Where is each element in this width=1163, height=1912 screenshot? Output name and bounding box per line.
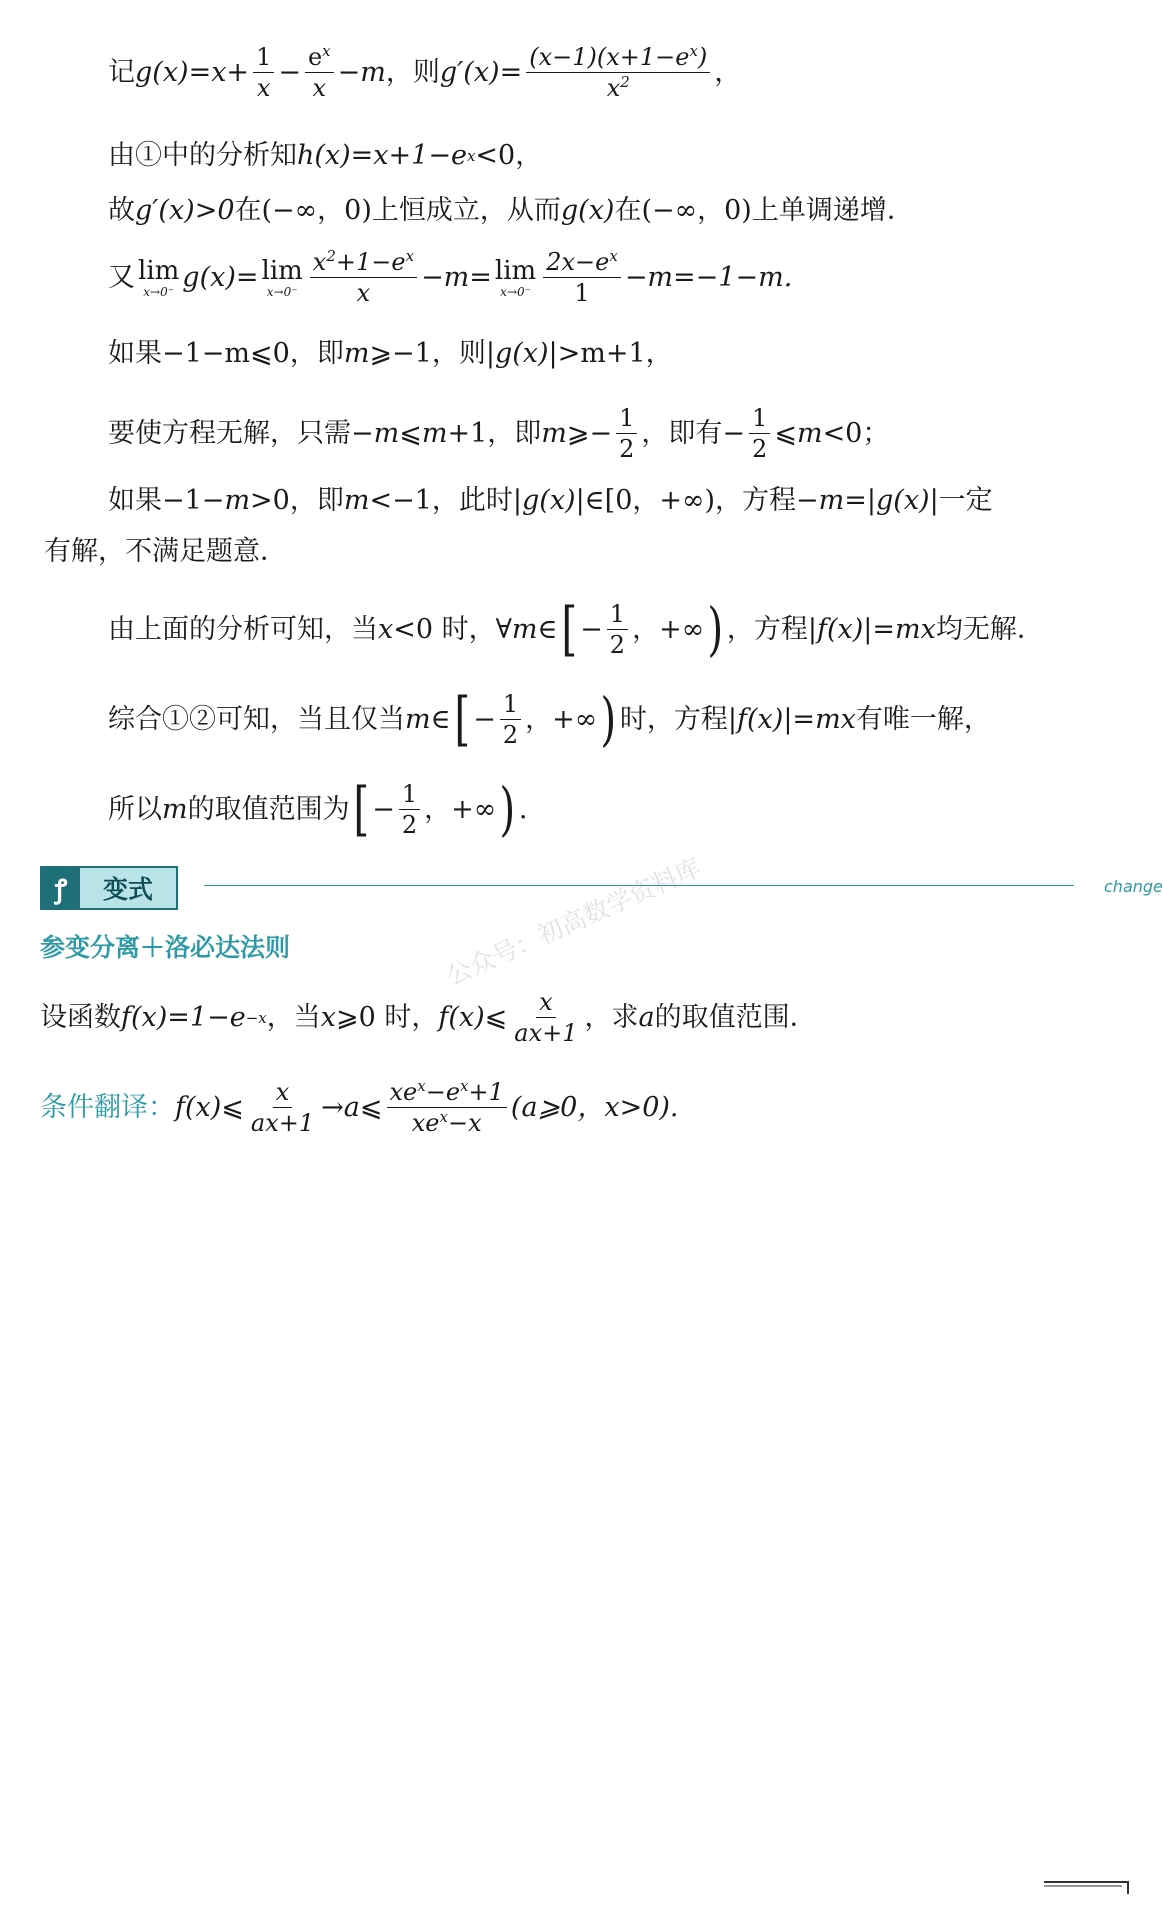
denominator: ax+1: [250, 1109, 315, 1137]
solution-line-3: [108, 197, 914, 224]
variable: x: [320, 1002, 336, 1033]
solution-line-11: [108, 775, 528, 843]
limit-word: lim: [261, 255, 303, 286]
text: 均无解．: [935, 613, 1044, 645]
formula: g′(x)=: [439, 57, 523, 88]
text: 要使方程无解，只需−: [108, 418, 374, 449]
watermark: 公众号：初高数学资料库: [442, 852, 706, 992]
fraction: [616, 406, 637, 461]
right-paren: ): [707, 595, 724, 663]
exponent: 2: [620, 73, 630, 91]
text: +1，即: [447, 418, 542, 449]
limit: [138, 255, 180, 299]
formula: g(x): [560, 195, 615, 226]
formula: f(x)=1−e: [121, 1002, 246, 1033]
right-paren: ): [499, 775, 516, 843]
numerator: [543, 247, 621, 278]
text: |∈[0，+∞)，方程−: [575, 485, 819, 516]
text: |=: [783, 703, 816, 735]
variable: m: [818, 485, 845, 516]
formula: g(x): [876, 485, 930, 516]
denominator: x: [256, 74, 271, 102]
denominator: 2: [502, 720, 519, 749]
text: 在(−∞，0)上单调递增．: [614, 195, 914, 226]
exponent: x: [689, 42, 698, 60]
limit-subscript: x→0⁻: [500, 284, 531, 299]
variable: a: [638, 1002, 655, 1033]
denominator: 2: [619, 435, 635, 463]
corner-bracket-icon: [1042, 1880, 1130, 1896]
text: ⩾−1，则|: [369, 338, 495, 369]
variable: a: [343, 1092, 360, 1123]
text: 设函数: [40, 1002, 121, 1033]
text: 的取值范围为: [187, 793, 350, 825]
solution-line-10: [108, 685, 991, 753]
formula: (a⩾0，x>0).: [510, 1092, 679, 1123]
text: ，+∞: [525, 703, 598, 735]
formula: g′(x)>0: [135, 195, 235, 226]
arrow-icon: →: [321, 1092, 344, 1123]
variable: m: [421, 418, 448, 449]
den-part: −x: [447, 1109, 482, 1137]
text: 如果−1−: [108, 485, 225, 516]
denominator: [409, 1108, 485, 1135]
solution-line-7: [108, 487, 993, 514]
problem-statement: 设函数 f(x)=1−e −x ，当 x ⩾0 时， f(x) ⩽ $\frac{x}{ax+1}$ ，求 a 的取值范围．: [40, 988, 817, 1047]
formula: g(x): [522, 485, 576, 516]
numerator: [526, 42, 710, 73]
exponent: x: [460, 1077, 469, 1095]
formula: −m: [337, 57, 386, 88]
exponent: 2: [326, 247, 336, 265]
text: 综合①②可知，当且仅当: [108, 703, 405, 735]
text: ，+∞: [424, 793, 497, 825]
base: e: [307, 43, 323, 71]
text: 在(−∞，0)上恒成立，从而: [234, 195, 561, 226]
num-part: 2x−e: [546, 248, 610, 276]
text: −: [372, 793, 395, 825]
denominator: [604, 73, 633, 100]
translation-label: 条件翻译：: [40, 1092, 175, 1123]
text: 由①中的分析知: [108, 140, 297, 171]
exponent: x: [609, 247, 618, 265]
num-part: ): [697, 43, 708, 71]
text: 有解，不满足题意．: [44, 536, 287, 567]
denominator: x: [312, 74, 327, 102]
text: ⩽: [484, 1002, 508, 1033]
formula: mx: [894, 613, 936, 645]
limit-word: lim: [494, 255, 537, 286]
variable: m: [511, 613, 538, 645]
fraction: [511, 990, 580, 1045]
text: |>m+1，: [548, 338, 673, 369]
text: 的取值范围．: [654, 1002, 817, 1033]
numerator: x: [536, 990, 556, 1018]
exponent: x: [405, 247, 415, 265]
solution-line-4: [108, 247, 793, 307]
text: |一定: [929, 485, 993, 516]
fraction: [543, 247, 621, 307]
solution-line-8: [44, 538, 287, 565]
text: ，当: [266, 1002, 321, 1033]
text: ，+∞: [632, 613, 705, 645]
text: >0，即: [250, 485, 344, 516]
numerator: [310, 247, 417, 278]
formula: mx: [815, 703, 856, 735]
variable: m: [343, 485, 370, 516]
formula: −m=−1−m.: [624, 262, 793, 293]
num-part: (x−1)(x+1−e: [529, 43, 690, 71]
formula: −m=: [421, 262, 492, 293]
exponent: x: [322, 42, 331, 60]
variable: m: [162, 793, 188, 825]
text: ∈: [537, 613, 558, 645]
right-paren: ): [600, 685, 617, 753]
numerator: 1: [749, 406, 770, 434]
limit: [494, 255, 537, 299]
section-subtitle: 参变分离＋洛必达法则: [40, 933, 291, 962]
denominator: ax+1: [514, 1019, 578, 1047]
formula: g(x)=: [182, 262, 259, 293]
refresh-icon: ꝭ: [42, 868, 80, 908]
formula: f(x): [438, 1002, 485, 1033]
denominator: 2: [752, 435, 768, 463]
fraction: [253, 45, 274, 100]
fraction: [399, 779, 420, 839]
text: ，: [714, 57, 742, 88]
denominator: x: [356, 279, 371, 307]
num-part: +1: [468, 1078, 504, 1106]
solution-line-9: [108, 595, 1044, 663]
text: 所以: [108, 793, 162, 825]
numerator: 1: [616, 406, 637, 434]
text: ⩾−: [566, 418, 613, 449]
text: .: [518, 793, 528, 825]
formula: f(x): [816, 613, 864, 645]
limit-word: lim: [138, 255, 180, 286]
minus: −: [278, 57, 301, 88]
text: ，即有−: [641, 418, 746, 449]
numerator: x: [273, 1080, 293, 1108]
exponent: x: [439, 1108, 448, 1126]
formula: h(x)=x+1−e: [297, 140, 467, 171]
text: 记: [108, 57, 135, 88]
variable: m: [541, 418, 567, 449]
fraction: [500, 689, 521, 749]
left-bracket: [: [454, 685, 470, 753]
numerator: 1: [500, 692, 521, 720]
text: ⩽: [774, 418, 797, 449]
text: −: [580, 613, 603, 645]
variable: m: [343, 338, 370, 369]
variable: m: [796, 418, 823, 449]
base: x: [606, 74, 621, 102]
numerator: 1: [253, 45, 274, 73]
solution-line-2: 由①中的分析知 h(x)=x+1−e x <0，: [108, 140, 543, 171]
condition-translation: [40, 1077, 679, 1137]
formula: f(x): [737, 703, 784, 735]
fraction: [248, 1080, 317, 1135]
numerator: 1: [399, 782, 420, 810]
section-divider-word: change: [1104, 877, 1163, 896]
exponent: x: [417, 1077, 426, 1095]
text: 如果−1−m⩽0，即: [108, 338, 344, 369]
text: 有唯一解，: [855, 703, 991, 735]
den-part: xe: [411, 1109, 440, 1137]
text: ⩽: [359, 1092, 383, 1123]
variable: m: [224, 485, 251, 516]
numerator: [387, 1077, 507, 1108]
variable: x: [378, 613, 394, 645]
variable: m: [405, 703, 431, 735]
num-part: −e: [425, 1078, 461, 1106]
text: |=: [863, 613, 895, 645]
denominator: 2: [401, 810, 418, 839]
text: ，求: [584, 1002, 639, 1033]
fraction: [526, 42, 710, 102]
text: 故: [108, 195, 135, 226]
limit-subscript: x→0⁻: [143, 284, 175, 299]
base: x: [312, 248, 327, 276]
solution-line-5: [108, 340, 673, 367]
fraction: [387, 1077, 507, 1137]
text: ，则: [385, 57, 440, 88]
formula: g(x)=x+: [135, 57, 250, 88]
fraction: [607, 599, 628, 659]
left-bracket: [: [353, 775, 369, 843]
text: =|: [844, 485, 876, 516]
text: −: [473, 703, 496, 735]
variant-badge: [40, 866, 178, 910]
text: ⩾0 时，: [335, 1002, 439, 1033]
denominator: 2: [609, 630, 626, 659]
text: ⩽: [221, 1092, 244, 1123]
variant-badge-label: 变式: [80, 868, 176, 908]
limit: [261, 255, 303, 299]
formula: f(x): [175, 1092, 222, 1123]
fraction: [749, 406, 770, 461]
num-part: xe: [389, 1078, 418, 1106]
limit-subscript: x→0⁻: [266, 284, 298, 299]
fraction: [305, 42, 334, 102]
solution-line-6: [108, 406, 889, 461]
text: 又: [108, 262, 135, 293]
fraction: [310, 247, 417, 307]
text: <−1，此时|: [369, 485, 522, 516]
text: ，方程|: [726, 613, 817, 645]
numerator: 1: [607, 602, 628, 630]
text: 由上面的分析可知，当: [108, 613, 378, 645]
denominator: 1: [574, 279, 590, 307]
left-bracket: [: [560, 595, 577, 663]
num-part: +1−e: [335, 248, 406, 276]
text: <0；: [822, 418, 890, 449]
text: ⩽: [399, 418, 422, 449]
text: ∈: [430, 703, 451, 735]
text: 时，方程|: [619, 703, 738, 735]
numerator: [305, 42, 334, 73]
formula: g(x): [494, 338, 549, 369]
solution-line-1: [108, 42, 742, 102]
text: <0，: [475, 140, 543, 171]
text: <0 时，∀: [393, 613, 512, 645]
variable: m: [373, 418, 400, 449]
